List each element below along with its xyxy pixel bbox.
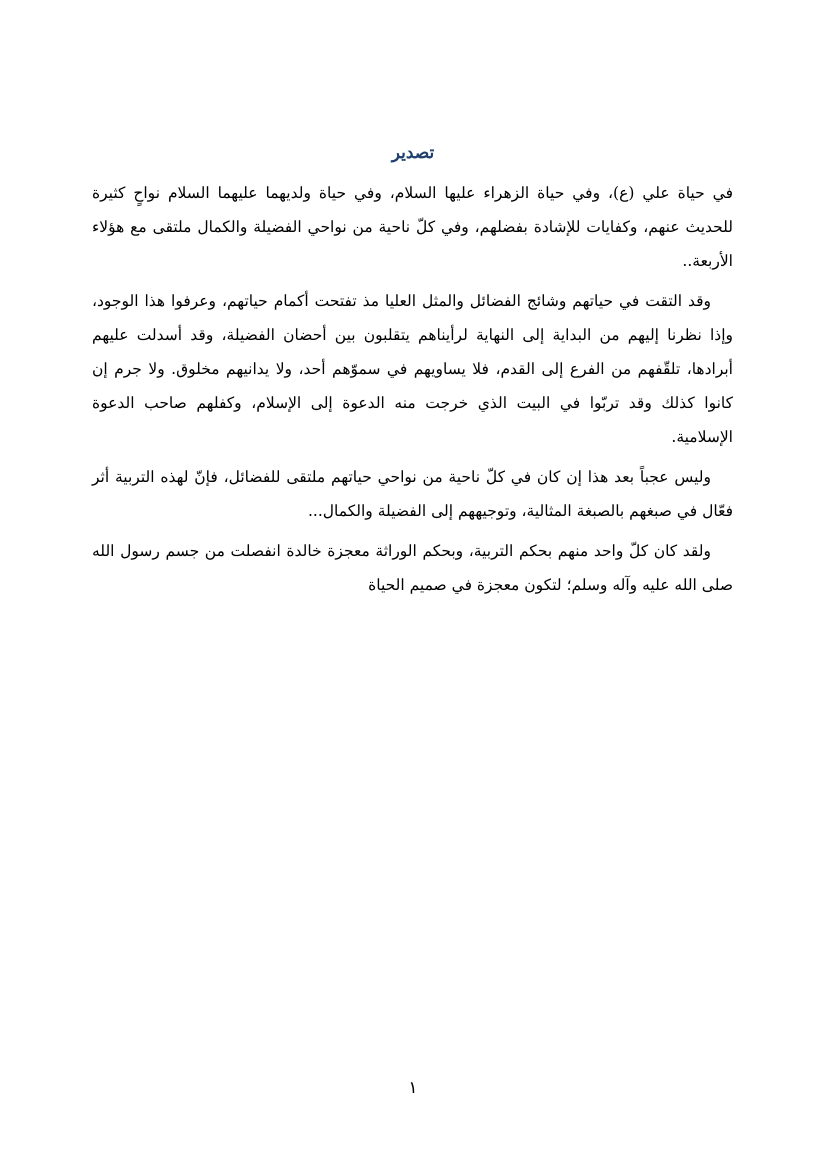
body-text [92, 176, 733, 608]
page-number: ١ [408, 1078, 418, 1098]
paragraph-1: في حياة علي (ع)، وفي حياة الزهراء عليها السلام، وفي حياة ولديهما عليهما السلام نواحٍ كثيرة للحديث عنهم، وكفايات للإشادة بفضلهم، وفي كلّ ناحية من نواحي الفضيلة والكمال ملتقى مع هؤلاء الأربعة.. [92, 184, 733, 270]
section-title: تصدير [391, 143, 435, 163]
paragraph-4: ولقد كان كلّ واحد منهم بحكم التربية، وبحكم الوراثة معجزة خالدة انفصلت من جسم رسول الله صلى الله عليه وآله وسلم؛ لتكون معجزة في صميم الحياة [92, 542, 733, 594]
paragraph-2: وقد التقت في حياتهم وشائج الفضائل والمثل العليا مذ تفتحت أكمام حياتهم، وعرفوا هذا الوجود، وإذا نظرنا إليهم من البداية إلى النهاية لرأيناهم يتقلبون بين أحضان الفضيلة، وقد أسدلت عليهم أبرادها، تلقّفهم من الفرع إلى القدم، فلا يساويهم في سموّهم أحد، ولا يدانيهم مخلوق. ولا جرم إن كانوا كذلك وقد تربّوا في البيت الذي خرجت منه الدعوة إلى الإسلام، وكفلهم صاحب الدعوة الإسلامية. [92, 292, 733, 446]
paragraph-3: وليس عجباً بعد هذا إن كان في كلّ ناحية من نواحي حياتهم ملتقى للفضائل، فإنّ لهذه التربية أثر فعّال في صبغهم بالصبغة المثالية، وتوجيههم إلى الفضيلة والكمال... [92, 468, 733, 520]
